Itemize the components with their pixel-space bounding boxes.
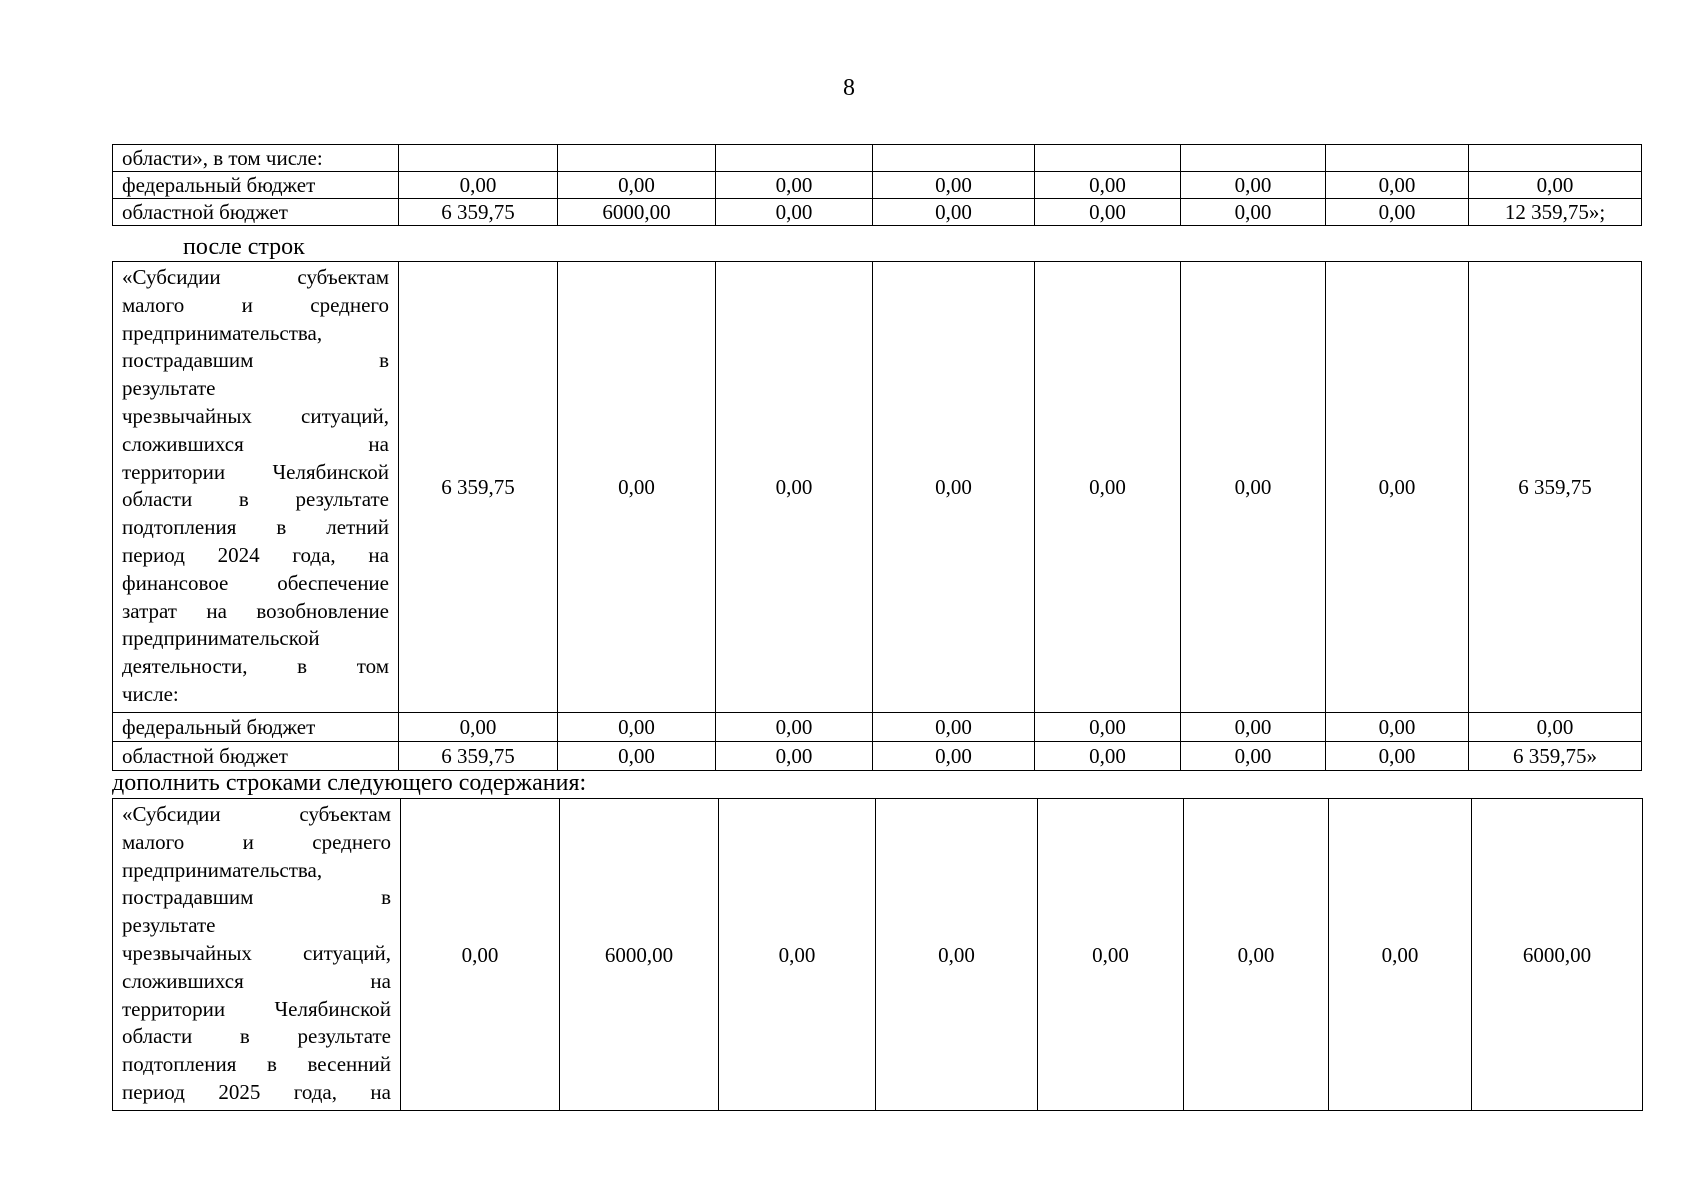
- table-row: [113, 172, 1642, 199]
- label-line: период 2025 года, на: [122, 1079, 391, 1104]
- value-cell: 0,00: [1035, 199, 1181, 226]
- value-cell: 6 359,75: [399, 742, 558, 771]
- value-cell: [1469, 145, 1642, 172]
- value-cell: [873, 145, 1035, 172]
- label-line: территории Челябинской: [122, 459, 389, 484]
- value-cell: 0,00: [558, 713, 716, 742]
- label-line: числе:: [122, 681, 179, 706]
- value-cell: 0,00: [1035, 713, 1181, 742]
- label-line: подтопления в летний: [122, 515, 389, 540]
- row-label: [113, 799, 401, 1111]
- caption-after-rows: после строк: [183, 234, 305, 260]
- row-label: федеральный бюджет: [113, 713, 399, 742]
- value-cell: 0,00: [1326, 172, 1469, 199]
- row-label: областной бюджет: [113, 199, 399, 226]
- row-label: федеральный бюджет: [113, 172, 399, 199]
- label-line: области в результате: [122, 1024, 391, 1049]
- value-cell: 0,00: [1181, 199, 1326, 226]
- label-line: малого и среднего: [122, 829, 391, 854]
- value-cell: 0,00: [558, 742, 716, 771]
- value-cell: 0,00: [716, 199, 873, 226]
- value-cell: 0,00: [558, 262, 716, 713]
- value-cell: 0,00: [1326, 199, 1469, 226]
- value-cell: 0,00: [399, 172, 558, 199]
- value-cell: 0,00: [873, 262, 1035, 713]
- label-line: «Субсидии субъектам: [122, 802, 391, 826]
- label-line: «Субсидии субъектам: [122, 265, 389, 289]
- budget-table-top: [112, 144, 1642, 226]
- value-cell: 0,00: [1184, 799, 1329, 1111]
- table-row: [113, 713, 1642, 742]
- value-cell: 12 359,75»;: [1469, 199, 1642, 226]
- value-cell: 0,00: [1181, 742, 1326, 771]
- label-line: результате: [122, 376, 216, 401]
- caption-add-rows: дополнить строками следующего содержания:: [112, 770, 587, 796]
- value-cell: 0,00: [1181, 713, 1326, 742]
- label-line: затрат на возобновление: [122, 598, 389, 623]
- label-line: период 2024 года, на: [122, 542, 389, 567]
- label-line: предпринимательства,: [122, 857, 323, 882]
- value-cell: 0,00: [716, 172, 873, 199]
- value-cell: 0,00: [873, 742, 1035, 771]
- value-cell: [399, 145, 558, 172]
- value-cell: [1035, 145, 1181, 172]
- label-line: пострадавшим в: [122, 885, 391, 910]
- value-cell: 6000,00: [1472, 799, 1643, 1111]
- label-line: малого и среднего: [122, 292, 389, 317]
- value-cell: 0,00: [1181, 262, 1326, 713]
- label-line: подтопления в весенний: [122, 1052, 391, 1077]
- value-cell: 0,00: [716, 262, 873, 713]
- value-cell: 0,00: [1326, 713, 1469, 742]
- value-cell: 0,00: [401, 799, 560, 1111]
- value-cell: 0,00: [1326, 742, 1469, 771]
- value-cell: 0,00: [716, 742, 873, 771]
- row-label: областной бюджет: [113, 742, 399, 771]
- value-cell: [558, 145, 716, 172]
- label-line: сложившихся на: [122, 431, 389, 456]
- label-line: чрезвычайных ситуаций,: [122, 940, 391, 965]
- label-line: предпринимательской: [122, 626, 320, 651]
- value-cell: [716, 145, 873, 172]
- value-cell: 0,00: [558, 172, 716, 199]
- value-cell: [1181, 145, 1326, 172]
- label-line: чрезвычайных ситуаций,: [122, 403, 389, 428]
- value-cell: 0,00: [716, 713, 873, 742]
- value-cell: 0,00: [873, 199, 1035, 226]
- value-cell: 0,00: [1469, 172, 1642, 199]
- page-number: 8: [843, 75, 855, 101]
- value-cell: 6 359,75: [1469, 262, 1642, 713]
- label-line: области в результате: [122, 487, 389, 512]
- row-label: [113, 262, 399, 713]
- value-cell: 0,00: [873, 713, 1035, 742]
- table-row: [113, 199, 1642, 226]
- label-line: финансовое обеспечение: [122, 570, 389, 595]
- value-cell: 6 359,75: [399, 199, 558, 226]
- label-line: деятельности, в том: [122, 654, 389, 679]
- value-cell: 6000,00: [558, 199, 716, 226]
- value-cell: 6 359,75: [399, 262, 558, 713]
- value-cell: 6 359,75»: [1469, 742, 1642, 771]
- label-line: предпринимательства,: [122, 320, 323, 345]
- value-cell: 0,00: [1035, 262, 1181, 713]
- value-cell: 0,00: [1469, 713, 1642, 742]
- value-cell: 0,00: [1326, 262, 1469, 713]
- budget-table-middle: [112, 261, 1642, 771]
- row-label: области», в том числе:: [113, 145, 399, 172]
- budget-table-bottom: [112, 798, 1643, 1111]
- value-cell: [1326, 145, 1469, 172]
- value-cell: 0,00: [1035, 172, 1181, 199]
- table-row: [113, 742, 1642, 771]
- value-cell: 0,00: [399, 713, 558, 742]
- value-cell: 0,00: [1329, 799, 1472, 1111]
- value-cell: 0,00: [719, 799, 876, 1111]
- value-cell: 0,00: [1181, 172, 1326, 199]
- value-cell: 6000,00: [560, 799, 719, 1111]
- table-row: [113, 262, 1642, 713]
- value-cell: 0,00: [876, 799, 1038, 1111]
- value-cell: 0,00: [1038, 799, 1184, 1111]
- value-cell: 0,00: [1035, 742, 1181, 771]
- label-line: пострадавшим в: [122, 348, 389, 373]
- label-line: территории Челябинской: [122, 996, 391, 1021]
- table-row: [113, 145, 1642, 172]
- label-line: результате: [122, 913, 216, 938]
- table-row: [113, 799, 1643, 1111]
- value-cell: 0,00: [873, 172, 1035, 199]
- label-line: сложившихся на: [122, 968, 391, 993]
